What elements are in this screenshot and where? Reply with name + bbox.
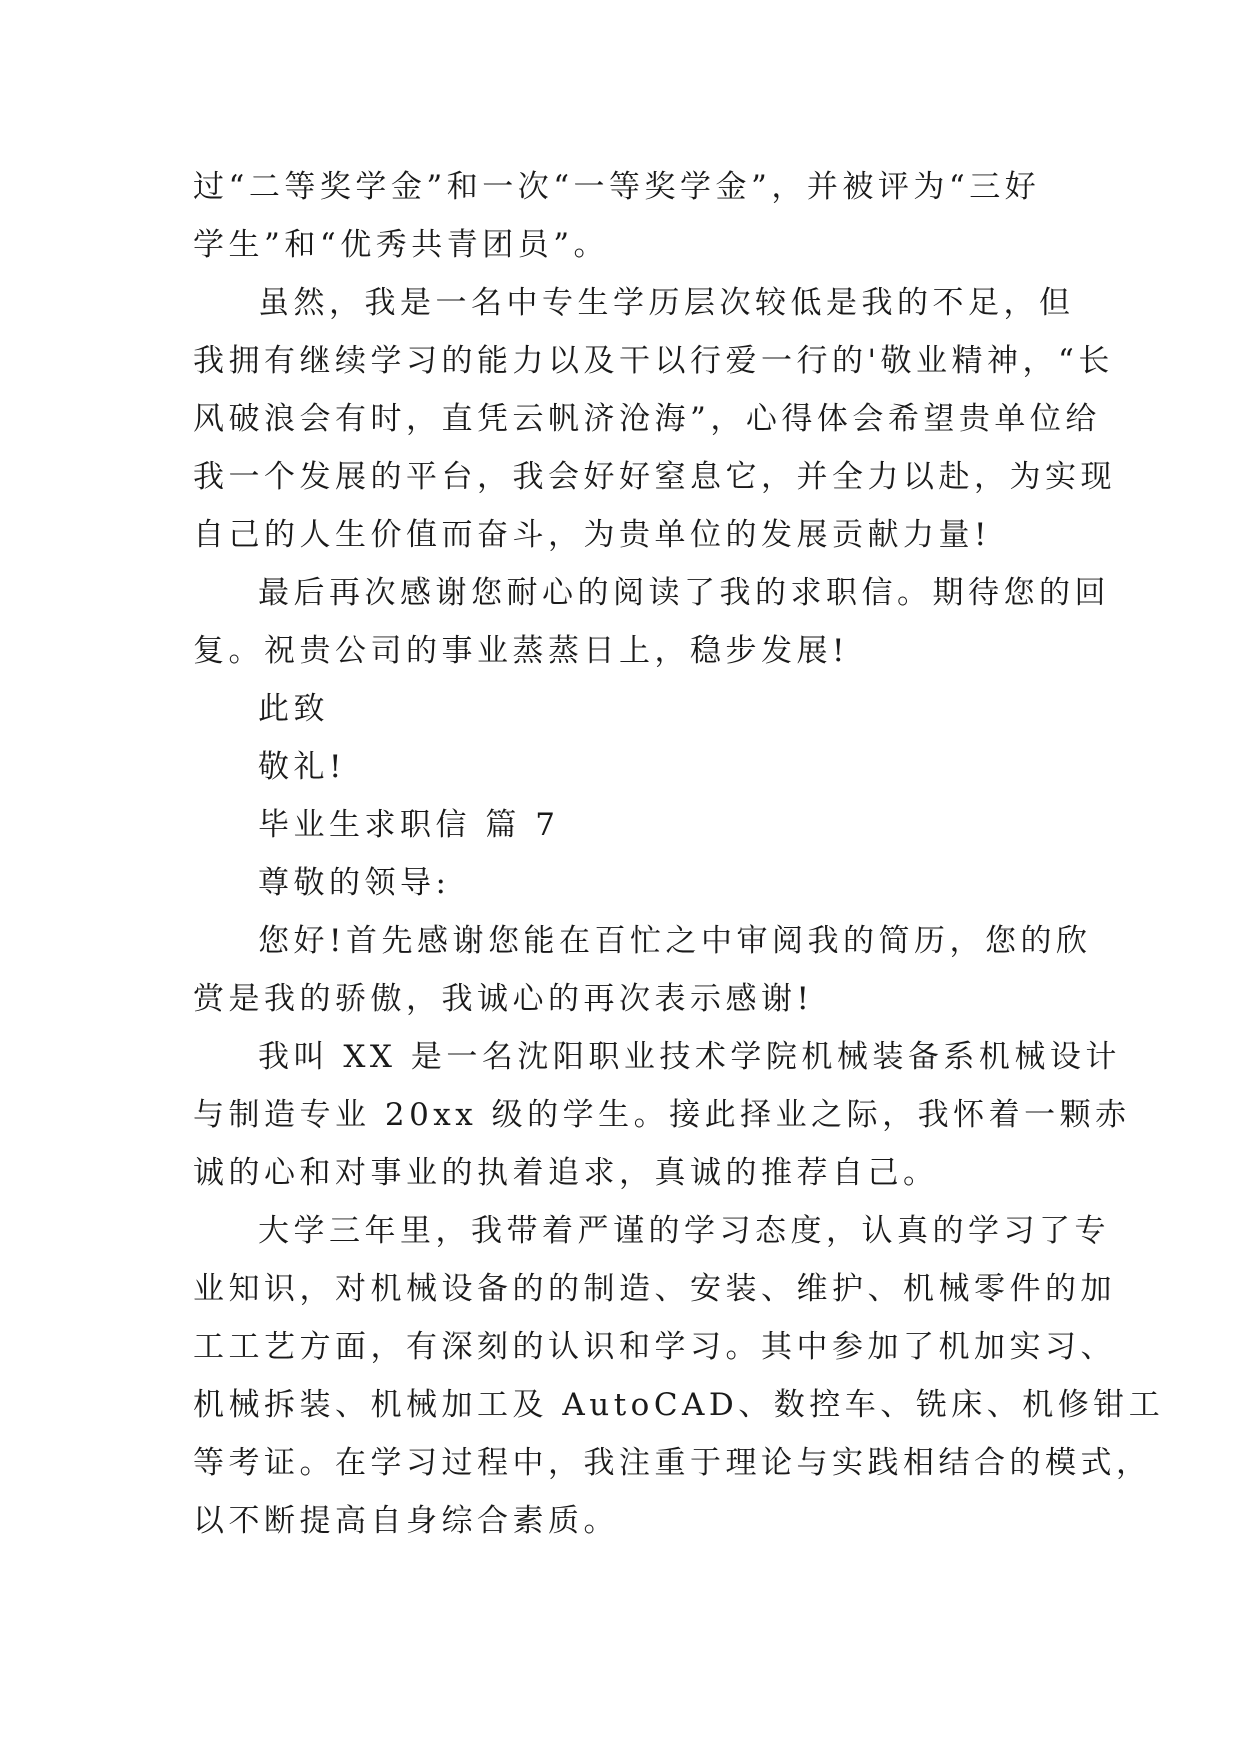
paragraph-start-line: 我叫 XX 是一名沈阳职业技术学院机械装备系机械设计 bbox=[258, 1039, 1121, 1075]
text-line: 工工艺方面，有深刻的认识和学习。其中参加了机加实习、 bbox=[193, 1329, 1116, 1365]
closing-salutation: 此致 bbox=[258, 691, 329, 727]
text-line: 赏是我的骄傲，我诚心的再次表示感谢! bbox=[193, 981, 814, 1017]
text-line: 等考证。在学习过程中，我注重于理论与实践相结合的模式， bbox=[193, 1445, 1152, 1481]
text-line: 学生”和“优秀共青团员”。 bbox=[193, 227, 610, 263]
paragraph-start-line: 最后再次感谢您耐心的阅读了我的求职信。期待您的回 bbox=[258, 575, 1110, 611]
text-line: 我一个发展的平台，我会好好窒息它，并全力以赴，为实现 bbox=[193, 459, 1116, 495]
text-line: 复。祝贵公司的事业蒸蒸日上，稳步发展! bbox=[193, 633, 849, 669]
text-line: 我拥有继续学习的能力以及干以行爱一行的'敬业精神，“长 bbox=[193, 343, 1114, 379]
section-heading: 毕业生求职信 篇 7 bbox=[258, 807, 560, 843]
text-line: 与制造专业 20xx 级的学生。接此择业之际，我怀着一颗赤 bbox=[193, 1097, 1131, 1133]
text-line: 过“二等奖学金”和一次“一等奖学金”，并被评为“三好 bbox=[193, 169, 1041, 205]
paragraph-start-line: 虽然，我是一名中专生学历层次较低是我的不足，但 bbox=[258, 285, 1075, 321]
document-body bbox=[193, 158, 1165, 1550]
text-line: 诚的心和对事业的执着追求，真诚的推荐自己。 bbox=[193, 1155, 939, 1191]
text-line: 以不断提高自身综合素质。 bbox=[193, 1503, 619, 1539]
paragraph-start-line: 大学三年里，我带着严谨的学习态度，认真的学习了专 bbox=[258, 1213, 1110, 1249]
letter-greeting: 尊敬的领导: bbox=[258, 865, 451, 901]
text-line: 自己的人生价值而奋斗，为贵单位的发展贡献力量! bbox=[193, 517, 991, 553]
text-line: 风破浪会有时，直凭云帆济沧海”，心得体会希望贵单位给 bbox=[193, 401, 1101, 437]
paragraph-start-line: 您好!首先感谢您能在百忙之中审阅我的简历，您的欣 bbox=[258, 923, 1092, 959]
text-line: 业知识，对机械设备的的制造、安装、维护、机械零件的加 bbox=[193, 1271, 1116, 1307]
closing-regards: 敬礼! bbox=[258, 749, 346, 785]
text-line: 机械拆装、机械加工及 AutoCAD、数控车、铣床、机修钳工 bbox=[193, 1387, 1165, 1423]
